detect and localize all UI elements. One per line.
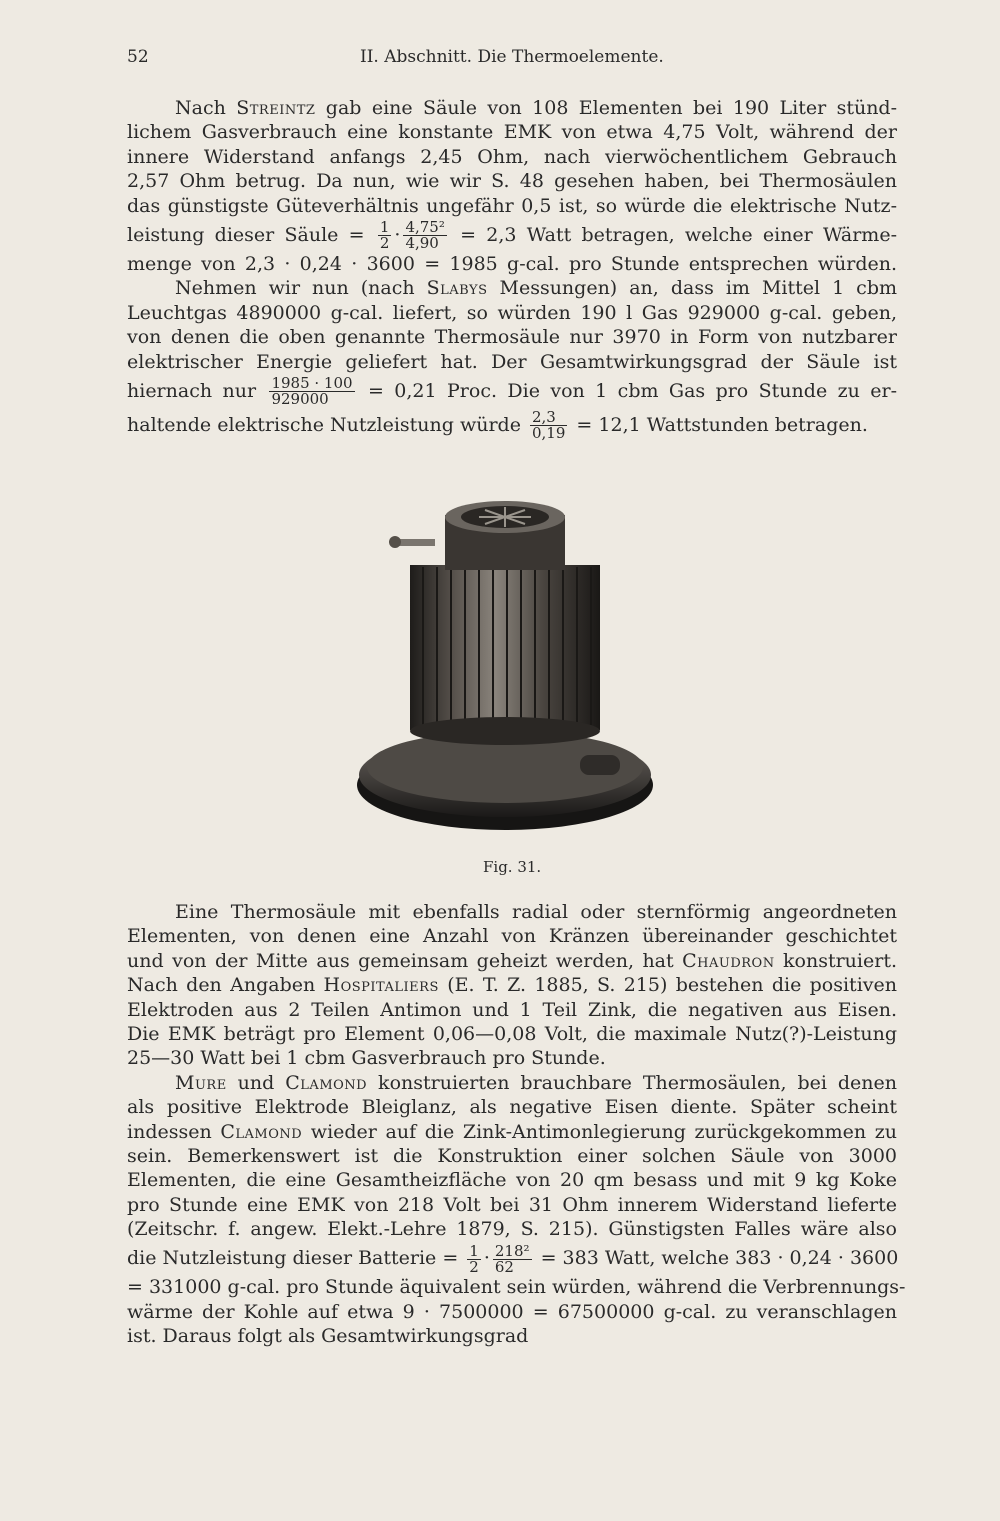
author-name: Mure [175,1071,227,1094]
formula-line: hiernach nur $\frac{1985 \cdot 100}{929000}$ = 0,21 Proc. Die von 1 cbm Gas pro Stunde zu er- [127,374,897,409]
text-line: und von der Mitte aus gemeinsam geheizt werden, hat Chaudron konstruiert. [127,949,897,972]
text-line: das günstigste Güteverhältnis ungefähr 0,5 ist, so würde die elektrische Nutz- [127,194,897,217]
text-line: Nehmen wir nun (nach Slabys Messungen) an, dass im Mittel 1 cbm [175,277,897,300]
text-line: pro Stunde eine EMK von 218 Volt bei 31 Ohm innerem Widerstand lieferte [127,1193,897,1216]
text-line: = 331000 g-cal. pro Stunde äquivalent sein würden, während die Verbrennungs- [127,1276,906,1299]
text-line: menge von 2,3 · 0,24 · 3600 = 1985 g-cal. pro Stunde entsprechen würden. [127,252,897,275]
fraction: $\frac{1}{2}$ [379,218,390,253]
figure-caption: Fig. 31. [483,858,542,876]
formula-line: die Nutzleistung dieser Batterie = $\frac{1}{2}$ · $\frac{\text{218²}}{62}$ = 383 Watt, welche 383 · 0,24 · 3600 [127,1241,899,1276]
fraction: $\frac{2,3}{0,19}$ [531,408,566,443]
author-name: Clamond [220,1120,303,1143]
thermopile-drawing [355,495,655,840]
formula-line: haltende elektrische Nutzleistung würde $\frac{2,3}{0,19}$ = 12,1 Wattstunden betragen. [127,408,868,443]
formula-line: leistung dieser Säule = $\frac{1}{2}$ · $\frac{\text{4,75²}}{4,90}$ = 2,3 Watt betragen, welche einer Wärme- [127,218,897,253]
text-line: Elementen, von denen eine Anzahl von Kränzen übereinander geschichtet [127,925,897,948]
text-line: als positive Elektrode Bleiglanz, als negative Eisen diente. Später scheint [127,1096,897,1119]
text-line: Die EMK beträgt pro Element 0,06—0,08 Volt, die maximale Nutz(?)-Leistung [127,1022,897,1045]
text-line: (Zeitschr. f. angew. Elekt.-Lehre 1879, S. 215). Günstigsten Falles wäre also [127,1218,897,1241]
text-line: indessen Clamond wieder auf die Zink-Antimonlegierung zurückgekommen zu [127,1120,897,1143]
text-line: sein. Bemerkenswert ist die Konstruktion einer solchen Säule von 3000 [127,1144,897,1167]
fraction: $\frac{1}{2}$ [469,1241,479,1276]
text-line: Elementen, die eine Gesamtheizfläche von 20 qm besass und mit 9 kg Koke [127,1169,897,1192]
text-block-upper [127,96,897,442]
text-line: Nach Streintz gab eine Säule von 108 Elementen bei 190 Liter stünd- [175,97,898,119]
author-name: Chaudron [682,949,775,972]
fraction: $\frac{\text{218²}}{62}$ [494,1241,530,1276]
author-name: Slabys [426,277,488,300]
text-line: Eine Thermosäule mit ebenfalls radial oder sternförmig angeordneten [175,901,897,923]
text-line: Mure und Clamond konstruierten brauchbare Thermosäulen, bei denen [175,1071,898,1094]
text-line: ist. Daraus folgt als Gesamtwirkungsgrad [127,1325,529,1348]
text-line: von denen die oben genannte Thermosäule nur 3970 in Form von nutzbarer [127,326,897,349]
text-line: elektrischer Energie geliefert hat. Der Gesamtwirkungsgrad der Säule ist [127,350,897,373]
fraction: $\frac{1985 \cdot 100}{929000}$ [271,374,353,409]
author-name: Clamond [285,1071,368,1094]
text-block-lower [127,900,906,1349]
text-line: Elektroden aus 2 Teilen Antimon und 1 Teil Zink, die negativen aus Eisen. [127,998,897,1021]
author-name: Streintz [236,97,316,119]
fraction: $\frac{\text{4,75²}}{4,90}$ [405,218,445,253]
running-title: II. Abschnitt. Die Thermoelemente. [360,47,664,67]
text-line: lichem Gasverbrauch eine konstante EMK von etwa 4,75 Volt, während der [127,121,897,144]
text-line: 2,57 Ohm betrug. Da nun, wie wir S. 48 gesehen haben, bei Thermosäulen [127,170,897,193]
text-line: Nach den Angaben Hospitaliers (E. T. Z. 1885, S. 215) bestehen die positiven [127,974,897,997]
thermopile-illustration [355,495,655,840]
text-line: 25—30 Watt bei 1 cbm Gasverbrauch pro Stunde. [127,1047,606,1070]
page-header [127,47,897,77]
text-line: wärme der Kohle auf etwa 9 · 7500000 = 67500000 g-cal. zu veranschlagen [127,1300,897,1323]
text-line: innere Widerstand anfangs 2,45 Ohm, nach vierwöchentlichem Gebrauch [127,145,897,168]
page-number: 52 [127,47,149,67]
author-name: Hospitaliers [323,974,439,997]
text-line: Leuchtgas 4890000 g-cal. liefert, so würden 190 l Gas 929000 g-cal. geben, [127,301,897,324]
